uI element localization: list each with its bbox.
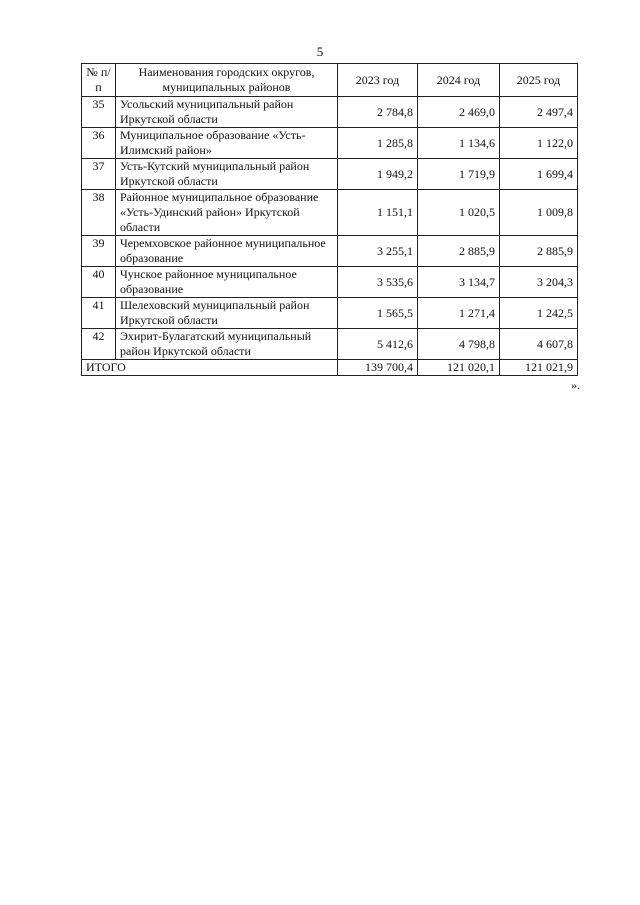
- row-2025: 1 009,8: [500, 190, 578, 236]
- total-2025: 121 021,9: [500, 360, 578, 376]
- row-2025: 1 122,0: [500, 128, 578, 159]
- table-row: [82, 329, 578, 360]
- row-2025: 3 204,3: [500, 267, 578, 298]
- row-2025: 1 699,4: [500, 159, 578, 190]
- total-label: ИТОГО: [82, 360, 338, 376]
- row-2024: 1 134,6: [418, 128, 500, 159]
- row-2024: 3 134,7: [418, 267, 500, 298]
- header-name: Наименования городских округов, муниципальных районов: [116, 64, 338, 97]
- table-row: [82, 236, 578, 267]
- table-row: [82, 267, 578, 298]
- table-header-row: [82, 64, 578, 97]
- row-num: 38: [82, 190, 116, 236]
- total-2023: 139 700,4: [338, 360, 418, 376]
- total-row: [82, 360, 578, 376]
- row-2024: 2 885,9: [418, 236, 500, 267]
- row-name: Шелеховский муниципальный район Иркутской области: [116, 298, 338, 329]
- row-num: 41: [82, 298, 116, 329]
- table-row: [82, 128, 578, 159]
- row-name: Чунское районное муниципальное образование: [116, 267, 338, 298]
- table-row: [82, 298, 578, 329]
- table-row: [82, 190, 578, 236]
- row-2025: 2 497,4: [500, 97, 578, 128]
- header-2024: 2024 год: [418, 64, 500, 97]
- budget-table: [81, 63, 578, 376]
- row-num: 36: [82, 128, 116, 159]
- header-2023: 2023 год: [338, 64, 418, 97]
- row-2024: 1 271,4: [418, 298, 500, 329]
- row-2024: 4 798,8: [418, 329, 500, 360]
- table-row: [82, 159, 578, 190]
- total-2024: 121 020,1: [418, 360, 500, 376]
- row-num: 42: [82, 329, 116, 360]
- row-num: 37: [82, 159, 116, 190]
- row-name: Усольский муниципальный район Иркутской области: [116, 97, 338, 128]
- row-2025: 4 607,8: [500, 329, 578, 360]
- row-num: 39: [82, 236, 116, 267]
- row-2024: 1 020,5: [418, 190, 500, 236]
- row-2023: 3 255,1: [338, 236, 418, 267]
- header-num: № п/п: [82, 64, 116, 97]
- row-2023: 1 285,8: [338, 128, 418, 159]
- row-2023: 5 412,6: [338, 329, 418, 360]
- page-number: 5: [316, 44, 324, 59]
- row-num: 40: [82, 267, 116, 298]
- row-2025: 2 885,9: [500, 236, 578, 267]
- row-name: Черемховское районное муниципальное образование: [116, 236, 338, 267]
- table-row: [82, 97, 578, 128]
- row-name: Эхирит-Булагатский муниципальный район Иркутской области: [116, 329, 338, 360]
- row-name: Районное муниципальное образование «Усть-Удинский район» Иркутской области: [116, 190, 338, 236]
- row-num: 35: [82, 97, 116, 128]
- row-name: Муниципальное образование «Усть-Илимский район»: [116, 128, 338, 159]
- row-2024: 2 469,0: [418, 97, 500, 128]
- row-2025: 1 242,5: [500, 298, 578, 329]
- row-2023: 1 151,1: [338, 190, 418, 236]
- row-2024: 1 719,9: [418, 159, 500, 190]
- row-2023: 2 784,8: [338, 97, 418, 128]
- row-2023: 1 565,5: [338, 298, 418, 329]
- row-name: Усть-Кутский муниципальный район Иркутской области: [116, 159, 338, 190]
- row-2023: 1 949,2: [338, 159, 418, 190]
- header-2025: 2025 год: [500, 64, 578, 97]
- closing-quote-mark: ».: [571, 378, 580, 392]
- row-2023: 3 535,6: [338, 267, 418, 298]
